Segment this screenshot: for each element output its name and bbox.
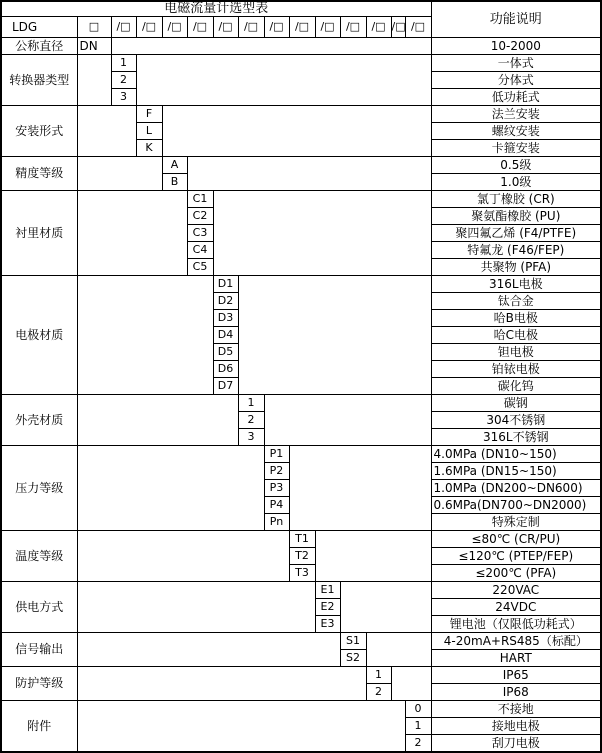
description-cell: 钛合金 xyxy=(431,293,601,310)
filler-cell xyxy=(77,276,213,395)
filler-cell xyxy=(77,395,238,446)
code-cell: D5 xyxy=(213,344,238,361)
code-cell: P4 xyxy=(264,497,289,514)
description-cell: 不接地 xyxy=(431,701,601,718)
filler-cell xyxy=(366,633,431,667)
filler-cell xyxy=(136,55,431,106)
filler-cell xyxy=(77,701,405,753)
model-slot-cell: /□ xyxy=(111,17,136,38)
description-cell: 低功耗式 xyxy=(431,89,601,106)
code-cell: D7 xyxy=(213,378,238,395)
description-cell: 特殊定制 xyxy=(431,514,601,531)
description-cell: 共聚物 (PFA) xyxy=(431,259,601,276)
filler-cell xyxy=(187,157,431,191)
code-cell: S2 xyxy=(340,650,366,667)
description-cell: HART xyxy=(431,650,601,667)
description-cell: 0.5级 xyxy=(431,157,601,174)
model-slot-cell: /□ xyxy=(136,17,162,38)
description-cell: 24VDC xyxy=(431,599,601,616)
description-cell: 4.0MPa (DN10~150) xyxy=(431,446,601,463)
category-label: 外壳材质 xyxy=(1,395,77,446)
category-label: 信号输出 xyxy=(1,633,77,667)
code-cell: T3 xyxy=(289,565,315,582)
description-cell: ≤200℃ (PFA) xyxy=(431,565,601,582)
code-cell: B xyxy=(162,174,187,191)
model-slot-cell: /□ xyxy=(391,17,405,38)
code-cell: 1 xyxy=(238,395,264,412)
description-cell: 304不锈钢 xyxy=(431,412,601,429)
filler-cell xyxy=(238,276,431,395)
code-cell: L xyxy=(136,123,162,140)
description-cell: 刮刀电极 xyxy=(431,735,601,753)
filler-cell xyxy=(77,191,187,276)
category-label: 精度等级 xyxy=(1,157,77,191)
description-cell: 特氟龙 (F46/FEP) xyxy=(431,242,601,259)
filler-cell xyxy=(77,106,136,157)
code-cell: D3 xyxy=(213,310,238,327)
description-cell: 铂铱电极 xyxy=(431,361,601,378)
model-prefix: LDG xyxy=(1,17,77,38)
description-cell: 螺纹安装 xyxy=(431,123,601,140)
filler-cell xyxy=(77,157,162,191)
description-cell: 1.6MPa (DN15~150) xyxy=(431,463,601,480)
description-cell: ≤120℃ (PTEP/FEP) xyxy=(431,548,601,565)
code-cell: T1 xyxy=(289,531,315,548)
category-label: 供电方式 xyxy=(1,582,77,633)
model-slot-cell: /□ xyxy=(238,17,264,38)
filler-cell xyxy=(77,55,111,106)
code-cell: Pn xyxy=(264,514,289,531)
code-cell: E2 xyxy=(315,599,340,616)
code-cell: E1 xyxy=(315,582,340,599)
description-cell: 0.6MPa(DN700~DN2000) xyxy=(431,497,601,514)
filler-cell xyxy=(77,531,289,582)
code-cell: 2 xyxy=(405,735,431,753)
code-cell: D4 xyxy=(213,327,238,344)
model-slot-cell: /□ xyxy=(162,17,187,38)
description-cell: 316L不锈钢 xyxy=(431,429,601,446)
description-cell: 分体式 xyxy=(431,72,601,89)
description-cell: 一体式 xyxy=(431,55,601,72)
code-cell: C5 xyxy=(187,259,213,276)
model-slot-cell: /□ xyxy=(315,17,340,38)
description-cell: 1.0MPa (DN200~DN600) xyxy=(431,480,601,497)
description-cell: 钽电极 xyxy=(431,344,601,361)
code-cell: E3 xyxy=(315,616,340,633)
code-cell: DN xyxy=(77,38,111,55)
model-box-cell: □ xyxy=(77,17,111,38)
category-label: 压力等级 xyxy=(1,446,77,531)
code-cell: 0 xyxy=(405,701,431,718)
filler-cell xyxy=(77,667,366,701)
description-cell: 哈C电极 xyxy=(431,327,601,344)
code-cell: 2 xyxy=(238,412,264,429)
filler-cell xyxy=(289,446,431,531)
description-cell: ≤80℃ (CR/PU) xyxy=(431,531,601,548)
code-cell: C3 xyxy=(187,225,213,242)
code-cell: C2 xyxy=(187,208,213,225)
category-label: 防护等级 xyxy=(1,667,77,701)
category-label: 电极材质 xyxy=(1,276,77,395)
code-cell: C1 xyxy=(187,191,213,208)
filler-cell xyxy=(77,633,340,667)
code-cell: 1 xyxy=(405,718,431,735)
description-cell: 1.0级 xyxy=(431,174,601,191)
code-cell: 2 xyxy=(111,72,136,89)
description-cell: 聚四氟乙烯 (F4/PTFE) xyxy=(431,225,601,242)
code-cell: T2 xyxy=(289,548,315,565)
category-label: 衬里材质 xyxy=(1,191,77,276)
code-cell: 3 xyxy=(111,89,136,106)
code-cell: F xyxy=(136,106,162,123)
code-cell: P3 xyxy=(264,480,289,497)
category-label: 公称直径 xyxy=(1,38,77,55)
function-description-header: 功能说明 xyxy=(431,1,601,38)
description-cell: 220VAC xyxy=(431,582,601,599)
code-cell: K xyxy=(136,140,162,157)
filler-cell xyxy=(77,582,315,633)
category-label: 附件 xyxy=(1,701,77,753)
table-title: 电磁流量计选型表 xyxy=(1,1,431,17)
description-cell: IP65 xyxy=(431,667,601,684)
description-cell: 锂电池（仅限低功耗式） xyxy=(431,616,601,633)
model-slot-cell: /□ xyxy=(264,17,289,38)
description-cell: 316L电极 xyxy=(431,276,601,293)
description-cell: 法兰安装 xyxy=(431,106,601,123)
model-slot-cell: /□ xyxy=(340,17,366,38)
code-cell: A xyxy=(162,157,187,174)
category-label: 温度等级 xyxy=(1,531,77,582)
filler-cell xyxy=(213,191,431,276)
model-slot-cell: /□ xyxy=(213,17,238,38)
description-cell: 聚氨酯橡胶 (PU) xyxy=(431,208,601,225)
description-cell: 卡箍安装 xyxy=(431,140,601,157)
code-cell: P2 xyxy=(264,463,289,480)
code-cell: 1 xyxy=(111,55,136,72)
filler-cell xyxy=(162,106,431,157)
code-cell: 2 xyxy=(366,684,391,701)
model-slot-cell: /□ xyxy=(187,17,213,38)
code-cell: D2 xyxy=(213,293,238,310)
model-slot-cell: /□ xyxy=(405,17,431,38)
model-slot-cell: /□ xyxy=(289,17,315,38)
filler-cell xyxy=(391,667,431,701)
category-label: 安装形式 xyxy=(1,106,77,157)
description-cell: 接地电极 xyxy=(431,718,601,735)
description-cell: 4-20mA+RS485（标配） xyxy=(431,633,601,650)
category-label: 转换器类型 xyxy=(1,55,77,106)
filler-cell xyxy=(315,531,431,582)
code-cell: 3 xyxy=(238,429,264,446)
filler-cell xyxy=(264,395,431,446)
code-cell: P1 xyxy=(264,446,289,463)
filler-cell xyxy=(111,38,431,55)
description-cell: 碳化钨 xyxy=(431,378,601,395)
filler-cell xyxy=(77,446,264,531)
filler-cell xyxy=(340,582,431,633)
code-cell: D6 xyxy=(213,361,238,378)
code-cell: C4 xyxy=(187,242,213,259)
description-cell: 碳钢 xyxy=(431,395,601,412)
description-cell: 哈B电极 xyxy=(431,310,601,327)
code-cell: D1 xyxy=(213,276,238,293)
model-slot-cell: /□ xyxy=(366,17,391,38)
description-cell: 氯丁橡胶 (CR) xyxy=(431,191,601,208)
description-cell: IP68 xyxy=(431,684,601,701)
code-cell: S1 xyxy=(340,633,366,650)
description-cell: 10-2000 xyxy=(431,38,601,55)
code-cell: 1 xyxy=(366,667,391,684)
